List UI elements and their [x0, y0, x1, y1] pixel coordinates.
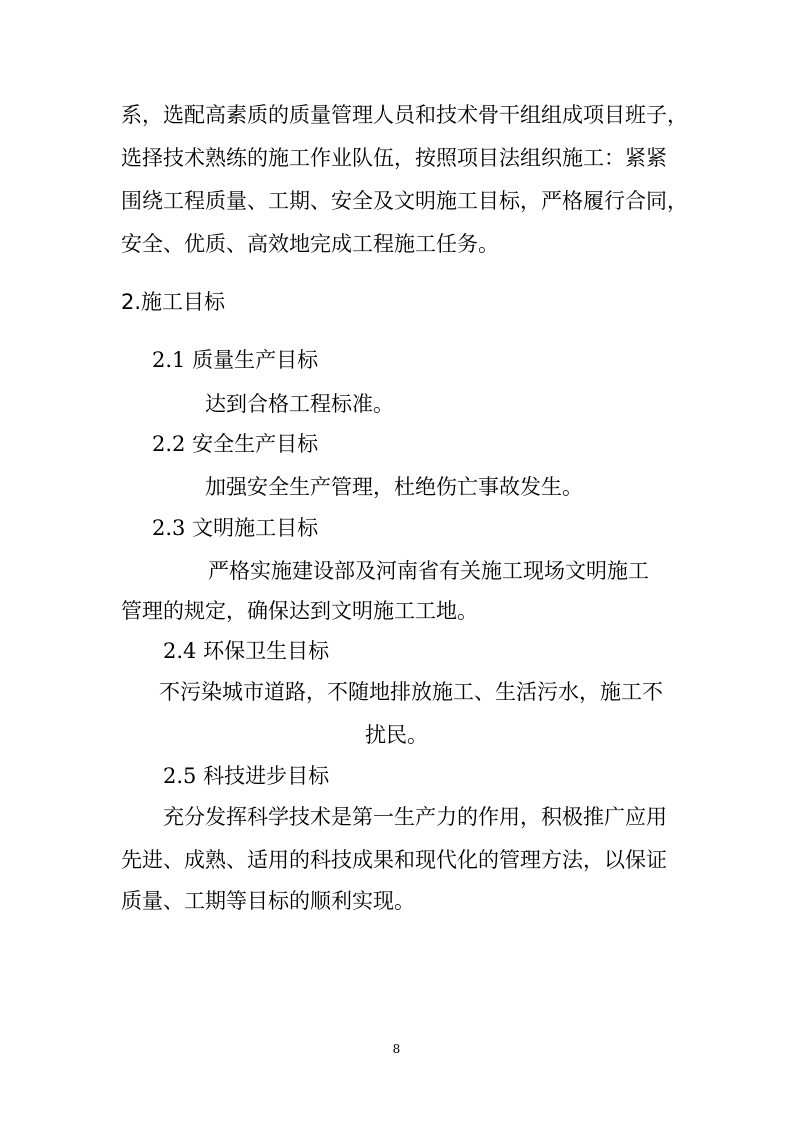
item-heading-technology: 2.5 科技进步目标 [163, 764, 330, 788]
intro-line-2: 选择技术熟练的施工作业队伍，按照项目法组织施工：紧紧 [121, 146, 667, 170]
page-number: 8 [392, 1042, 401, 1056]
item-body-environment-line-2: 扰民。 [365, 723, 428, 747]
intro-line-4: 安全、优质、高效地完成工程施工任务。 [121, 232, 499, 256]
item-body-environment-line-1: 不污染城市道路，不随地排放施工、生活污水，施工不 [159, 680, 663, 704]
section-heading: 2.施工目标 [121, 290, 226, 314]
item-body-technology-line-1: 充分发挥科学技术是第一生产力的作用，积极推广应用 [163, 805, 667, 829]
item-body-technology-line-2: 先进、成熟、适用的科技成果和现代化的管理方法，以保证 [121, 848, 667, 872]
item-heading-environment: 2.4 环保卫生目标 [163, 639, 330, 663]
item-body-safety: 加强安全生产管理，杜绝伤亡事故发生。 [205, 475, 583, 499]
intro-line-1: 系，选配高素质的质量管理人员和技术骨干组组成项目班子， [121, 103, 688, 127]
item-heading-quality: 2.1 质量生产目标 [152, 348, 319, 372]
intro-line-3: 围绕工程质量、工期、安全及文明施工目标，严格履行合同， [121, 189, 688, 213]
item-body-technology-line-3: 质量、工期等目标的顺利实现。 [121, 889, 415, 913]
item-heading-civilized: 2.3 文明施工目标 [152, 516, 319, 540]
item-heading-safety: 2.2 安全生产目标 [152, 432, 319, 456]
item-body-quality: 达到合格工程标准。 [205, 392, 394, 416]
item-body-civilized-line-2: 管理的规定，确保达到文明施工工地。 [121, 599, 478, 623]
item-body-civilized-line-1: 严格实施建设部及河南省有关施工现场文明施工 [208, 559, 649, 583]
